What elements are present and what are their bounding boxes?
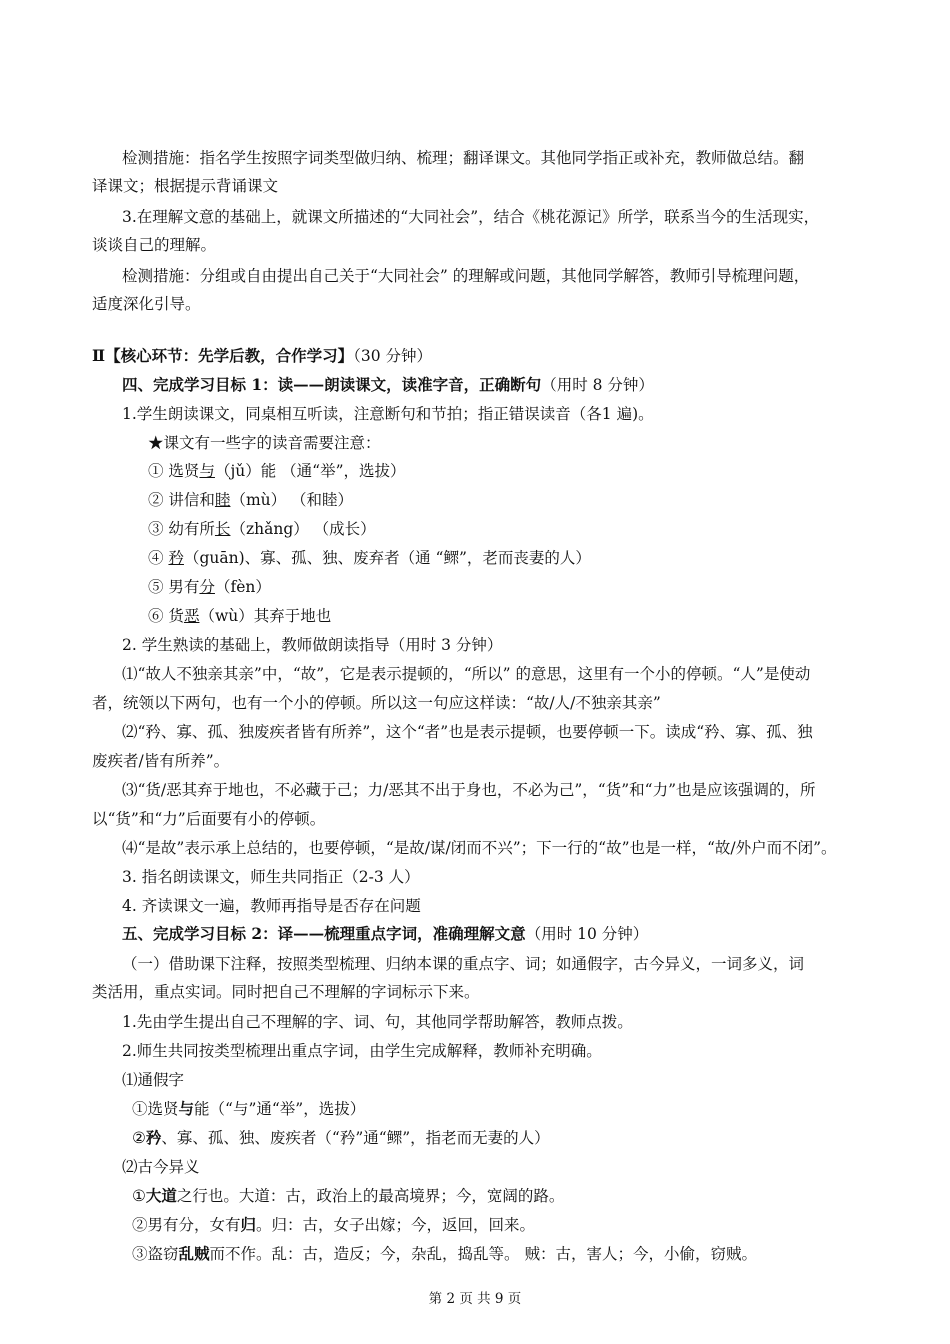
item-text: ① — [132, 1187, 146, 1205]
pronunciation-item — [148, 547, 867, 569]
text-line: ⑶“货/恶其弃于地也，不必藏于己；力/恶其不出于身也，不必为己”，“货”和“力”也是应该强调的，所 — [122, 781, 816, 799]
bold-term: 矜 — [145, 1128, 162, 1147]
list-item — [132, 1214, 867, 1236]
text-line: 4. 齐读课文一遍，教师再指导是否存在问题 — [122, 897, 421, 915]
list-item — [132, 1185, 867, 1207]
subsection-heading-time: （用时 10 分钟） — [525, 925, 649, 943]
text-line: 者，统领以下两句，也有一个小的停顿。所以这一句应这样读：“故/人/不独亲其亲” — [92, 694, 661, 712]
text-line: 谈谈自己的理解。 — [92, 236, 217, 254]
list-item — [132, 1127, 867, 1149]
item-text: ①选贤 — [132, 1100, 179, 1118]
text-line: 2. 学生熟读的基础上，教师做朗读指导（用时 3 分钟） — [122, 636, 503, 654]
text-line: 3.在理解文意的基础上，就课文所描述的“大同社会”，结合《桃花源记》所学，联系当今的生活现实， — [122, 208, 820, 226]
text-line: 废疾者/皆有所养”。 — [92, 752, 230, 770]
bold-term: 乱贼 — [178, 1244, 210, 1263]
text-line: 2.师生共同按类型梳理出重点字词，由学生完成解释，教师补充明确。 — [122, 1042, 602, 1060]
underlined-char: 睦 — [214, 491, 231, 509]
pronunciation-item — [148, 460, 867, 482]
item-text: ③盗窃 — [132, 1245, 179, 1263]
text-line: ★课文有一些字的读音需要注意： — [148, 434, 381, 452]
item-text: ② — [132, 1129, 146, 1147]
pronunciation-item — [148, 605, 867, 627]
item-text: 之行也。大道：古，政治上的最高境界；今，宽阔的路。 — [176, 1187, 565, 1205]
underlined-char: 分 — [199, 578, 215, 596]
list-item — [132, 1098, 867, 1120]
subsection-heading-title: 四、完成学习目标 1：读——朗读课文，读准字音，正确断句 — [122, 375, 542, 394]
underlined-char: 矜 — [168, 549, 184, 567]
text-line: ⑵“矜、寡、孤、独废疾者皆有所养”，这个“者”也是表示提顿，也要停顿一下。读成“矜、寡、孤、独 — [122, 723, 813, 741]
bold-term: 与 — [178, 1099, 195, 1118]
item-text: 。归：古，女子出嫁；今，返回，回来。 — [256, 1216, 536, 1234]
item-text: （mù） （和睦） — [230, 491, 354, 509]
text-line: ⑵古今异义 — [122, 1158, 200, 1176]
text-line: 适度深化引导。 — [92, 295, 201, 313]
item-text: ②男有分，女有 — [132, 1216, 241, 1234]
item-text: （jǔ）能 （通“举”，选拔） — [214, 462, 406, 480]
pronunciation-item — [148, 489, 867, 511]
text-line: 以“货”和“力”后面要有小的停顿。 — [92, 810, 326, 828]
text-line: 1.学生朗读课文，同桌相互听读，注意断句和节拍；指正错误读音（各1 遍)。 — [122, 405, 654, 423]
item-text: 、寡、孤、独、废疾者（“矜”通“鳏”，指老而无妻的人） — [161, 1129, 550, 1147]
item-text: ⑥ 货 — [148, 607, 184, 625]
item-text: ③ 幼有所 — [148, 520, 215, 538]
item-text: （wù）其弃于地也 — [199, 607, 332, 625]
item-text: 而不作。乱：古，造反；今，杂乱，捣乱等。 贼：古，害人；今，小偷，窃贼。 — [209, 1245, 757, 1263]
item-text: ④ — [148, 549, 169, 567]
text-line: 检测措施：分组或自由提出自己关于“大同社会” 的理解或问题，其他同学解答，教师引导梳理问题， — [122, 267, 810, 285]
bold-term: 归 — [240, 1215, 257, 1234]
text-line: 3. 指名朗读课文，师生共同指正（2-3 人） — [122, 868, 420, 886]
item-text: （zhǎng） （成长） — [230, 520, 376, 538]
text-line: （一）借助课下注释，按照类型梳理、归纳本课的重点字、词；如通假字，古今异义，一词多义，词 — [122, 955, 805, 973]
pronunciation-item — [148, 576, 867, 598]
item-text: ⑤ 男有 — [148, 578, 200, 596]
section-heading-time: （30 分钟） — [353, 347, 432, 365]
text-line: 类活用，重点实词。同时把自己不理解的字词标示下来。 — [92, 983, 480, 1001]
subsection-heading-title: 五、完成学习目标 2：译——梳理重点字词，准确理解文意 — [122, 924, 526, 943]
text-line: 1.先由学生提出自己不理解的字、词、句，其他同学帮助解答，教师点拨。 — [122, 1013, 633, 1031]
subsection-heading — [122, 923, 867, 945]
pronunciation-item — [148, 518, 867, 540]
bold-term: 大道 — [145, 1186, 177, 1205]
item-text: （fèn） — [214, 578, 271, 596]
underlined-char: 与 — [199, 462, 215, 480]
subsection-heading — [122, 374, 867, 396]
text-line: ⑷“是故”表示承上总结的，也要停顿，“是故/谋/闭而不兴”；下一行的“故”也是一样，“故/外户而不闭”。 — [122, 839, 837, 857]
section-heading — [92, 345, 867, 367]
page-footer: 第 2 页 共 9 页 — [428, 1291, 522, 1307]
text-line: 检测措施：指名学生按照字词类型做归纳、梳理；翻译课文。其他同学指正或补充，教师做总结。翻 — [122, 149, 805, 167]
underlined-char: 长 — [214, 520, 231, 538]
item-text: ② 讲信和 — [148, 491, 215, 509]
item-text: （guān)、寡、孤、独、废弃者（通 “鳏”，老而丧妻的人） — [183, 549, 591, 567]
section-heading-title: Ⅱ【核心环节：先学后教，合作学习】 — [92, 346, 354, 365]
item-text: 能（“与”通“举”，选拔） — [194, 1100, 366, 1118]
text-line: ⑴“故人不独亲其亲”中，“故”，它是表示提顿的，“所以” 的意思，这里有一个小的停顿。“人”是使动 — [122, 665, 811, 683]
text-line: ⑴通假字 — [122, 1071, 185, 1089]
item-text: ① 选贤 — [148, 462, 200, 480]
subsection-heading-time: （用时 8 分钟） — [541, 376, 654, 394]
list-item — [132, 1243, 867, 1265]
text-line: 译课文；根据提示背诵课文 — [92, 177, 279, 195]
underlined-char: 恶 — [183, 607, 200, 625]
